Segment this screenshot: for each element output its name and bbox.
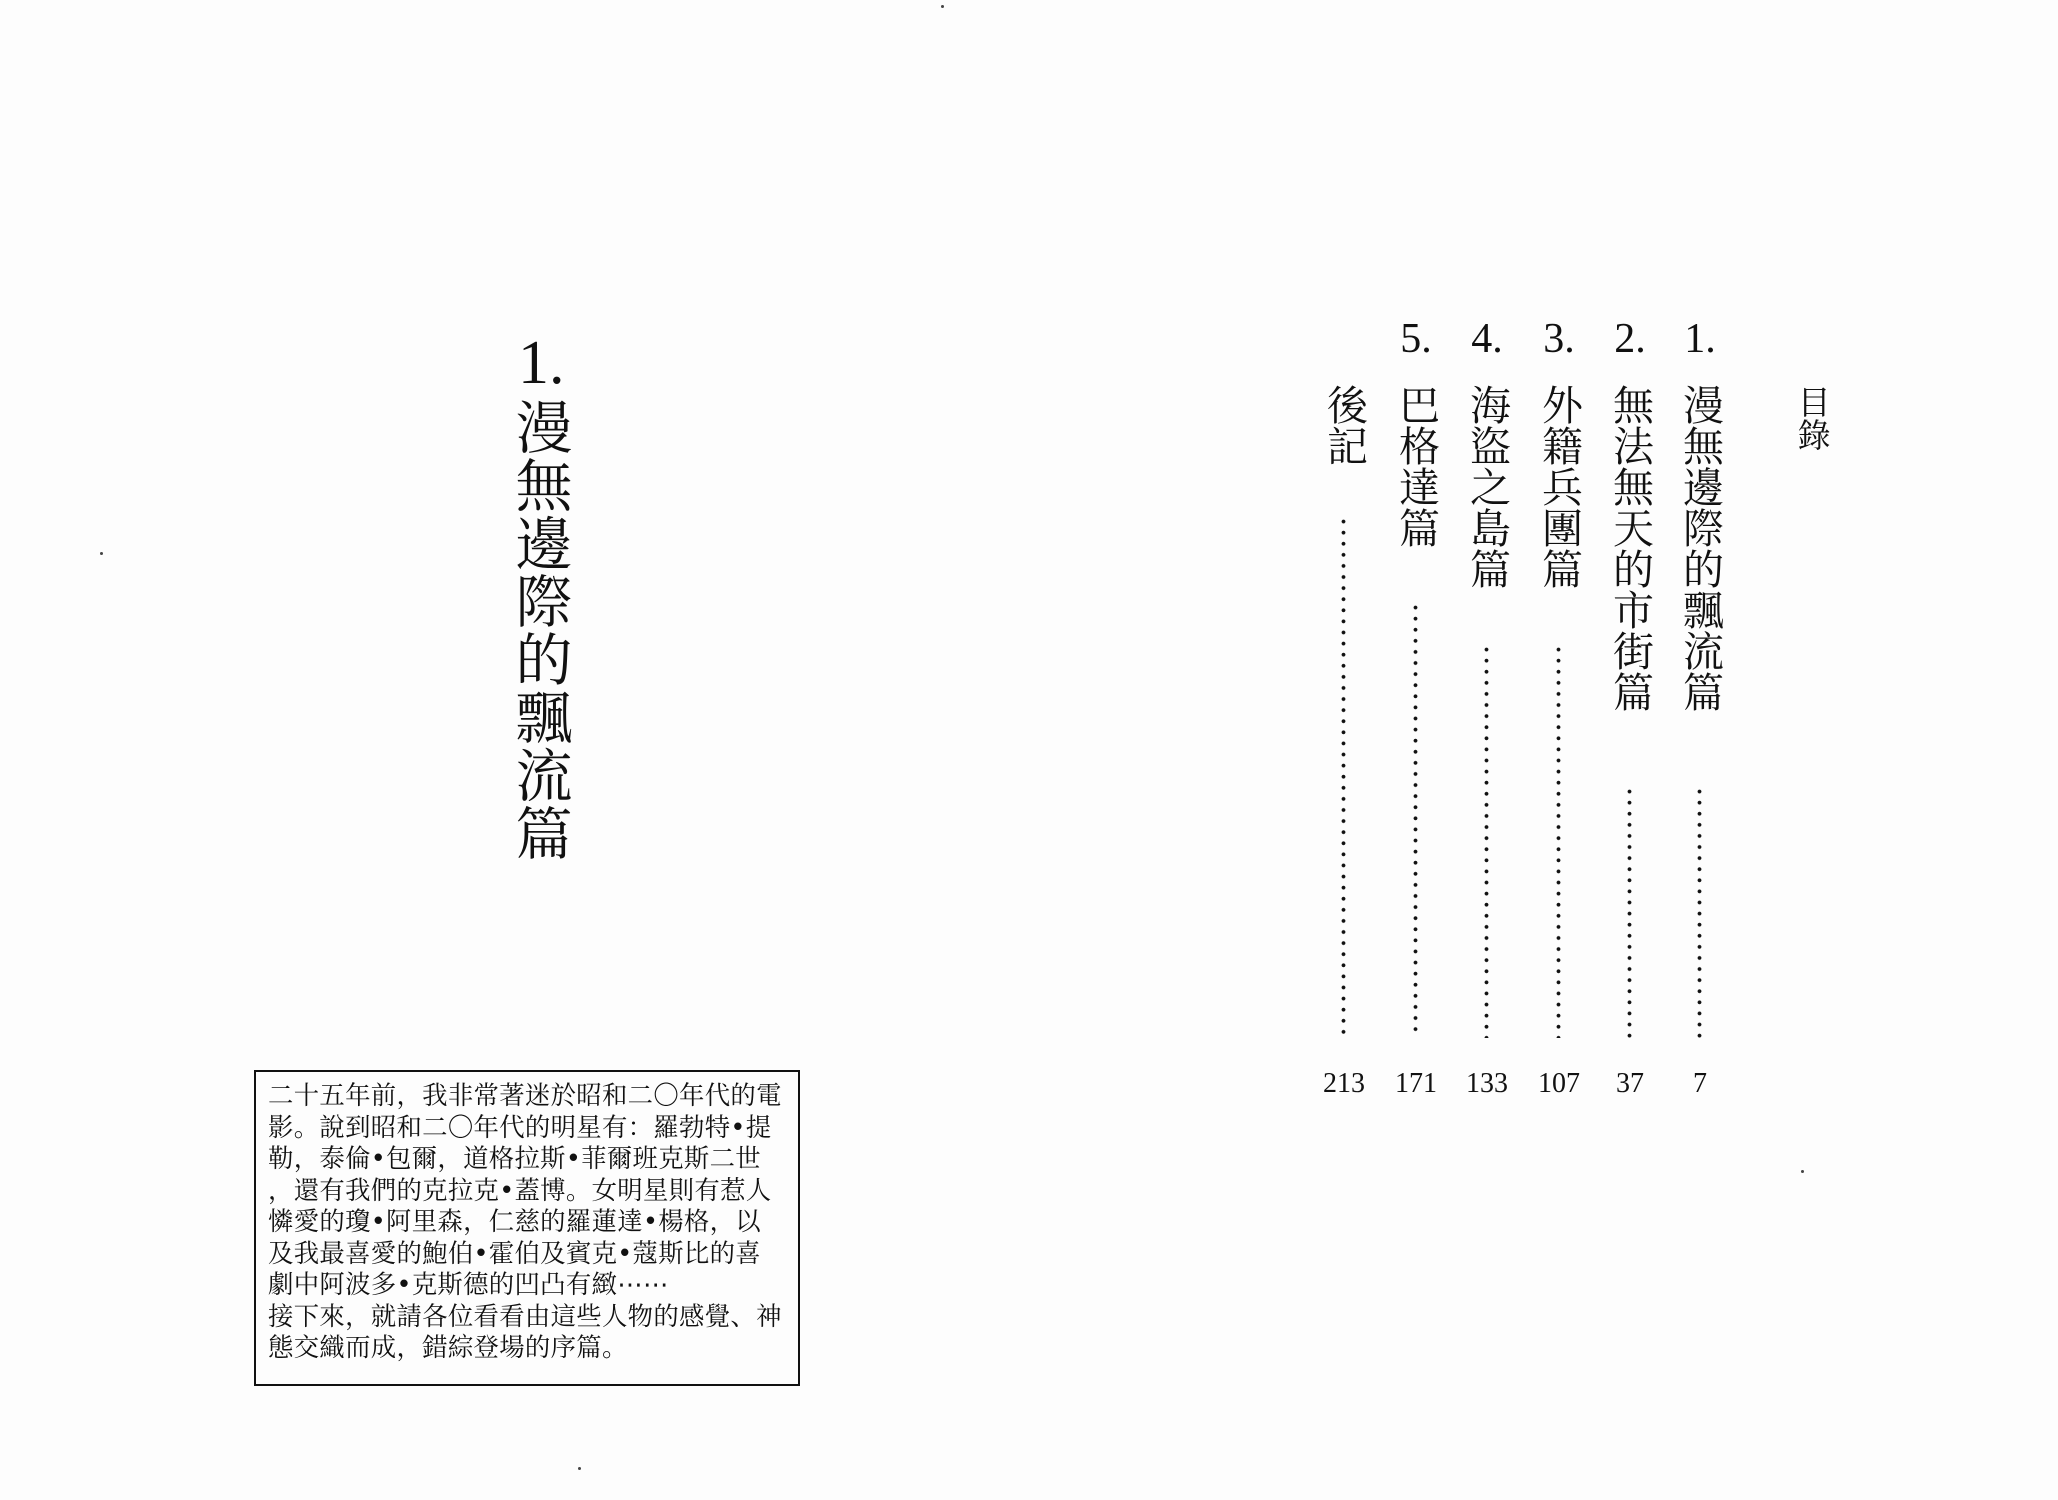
scan-speck [100,552,103,555]
toc-entry-title: 海盜之島篇 [1463,384,1512,589]
toc-entry-title: 外籍兵團篇 [1535,384,1584,589]
synopsis-line: 劇中阿波多•克斯德的凹凸有緻⋯⋯ [268,1269,669,1299]
scan-speck [941,5,944,8]
synopsis-line: 接下來，就請各位看看由這些人物的感覺、神 [268,1300,782,1331]
toc-dot-leader [1556,644,1561,1038]
chapter-title: 漫無邊際的飄流篇 [506,398,572,862]
toc-entry-1[interactable] [1670,318,1730,1098]
toc-entry-2[interactable] [1600,318,1660,1098]
toc-entry-page: 133 [1466,1068,1508,1099]
toc-entry-title: 漫無邊際的飄流篇 [1676,384,1725,712]
synopsis-box [254,1070,800,1386]
toc-entry-page: 213 [1323,1068,1365,1099]
toc-entry-page: 107 [1538,1068,1580,1099]
synopsis-line: 影。說到昭和二〇年代的明星有：羅勃特•提 [268,1111,772,1142]
toc-dot-leader [1341,516,1346,1038]
toc-heading: 目錄 [1792,385,1832,451]
toc-entry-page: 171 [1395,1068,1437,1099]
toc-entry-title: 巴格達篇 [1392,384,1441,548]
scan-speck [578,1467,581,1470]
toc-entry-3[interactable] [1529,318,1589,1098]
synopsis-line: ，還有我們的克拉克•蓋博。女明星則有惹人 [268,1174,772,1205]
toc-dot-leader [1697,786,1702,1038]
synopsis-line: 及我最喜愛的鮑伯•霍伯及賓克•蔻斯比的喜 [268,1237,761,1268]
toc-entry-title: 無法無天的市街篇 [1606,384,1655,712]
toc-entry-number: 3. [1543,316,1575,362]
toc-dot-leader [1627,786,1632,1038]
toc-entry-4[interactable] [1457,318,1517,1098]
toc-entry-number: 4. [1471,316,1503,362]
toc-dot-leader [1413,602,1418,1038]
toc-entry-number: 1. [1684,316,1716,362]
toc-entry-page: 7 [1693,1068,1707,1099]
scan-speck [1801,1170,1804,1173]
toc-entry-number: 5. [1400,316,1432,362]
synopsis-line: 憐愛的瓊•阿里森，仁慈的羅蓮達•楊格，以 [268,1206,761,1236]
synopsis-line: 二十五年前，我非常著迷於昭和二〇年代的電 [268,1080,782,1110]
toc-dot-leader [1484,644,1489,1038]
synopsis-line: 態交織而成，錯綜登場的序篇。 [268,1332,628,1362]
toc-entry-title: 後記 [1320,384,1369,466]
toc-entry-afterword[interactable] [1314,318,1374,1098]
toc-entry-number: 2. [1614,316,1646,362]
chapter-number: 1. [518,329,565,397]
toc-entry-5[interactable] [1386,318,1446,1098]
synopsis-line: 勒，泰倫•包爾，道格拉斯•菲爾班克斯二世 [268,1143,761,1173]
right-page [1029,0,2058,1500]
toc-entry-page: 37 [1616,1068,1644,1099]
